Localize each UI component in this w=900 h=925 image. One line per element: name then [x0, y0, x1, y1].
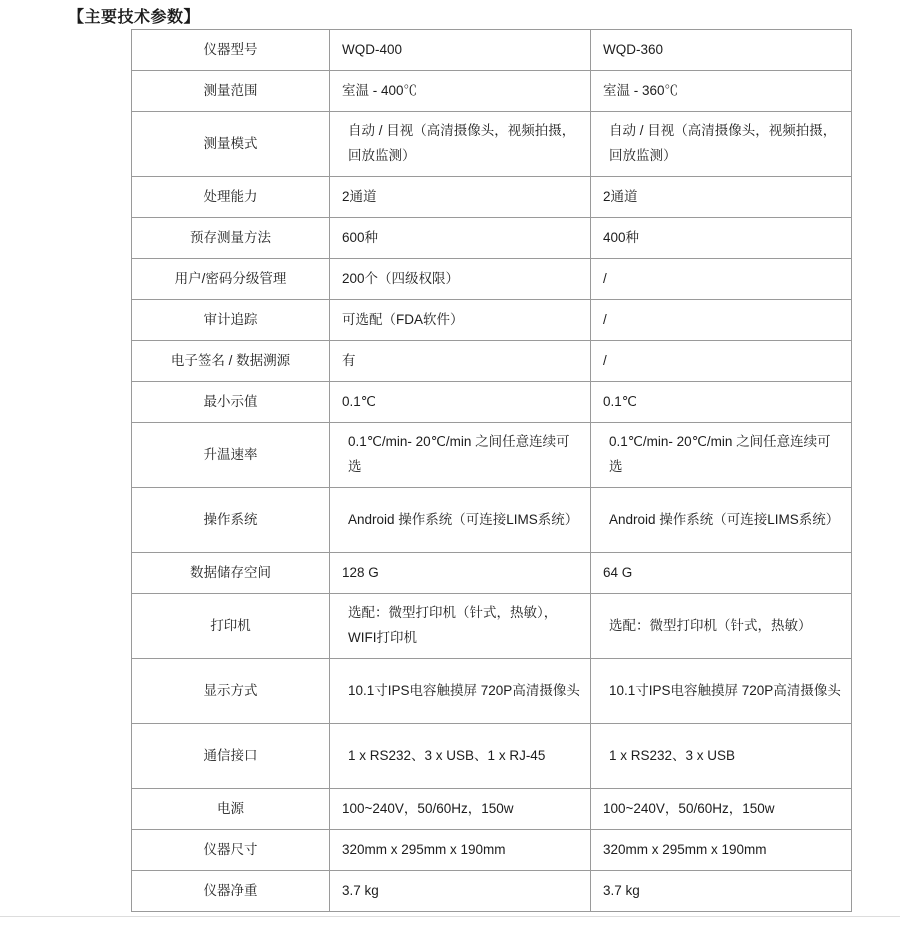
row-value-model-2: 0.1℃	[591, 382, 852, 423]
table-row	[132, 659, 852, 724]
row-value-model-1: 1 x RS232、3 x USB、1 x RJ-45	[330, 724, 591, 789]
row-value-model-1: 选配：微型打印机（针式，热敏），WIFI打印机	[330, 594, 591, 659]
table-row	[132, 871, 852, 912]
row-value-model-1: 可选配（FDA软件）	[330, 300, 591, 341]
row-label: 通信接口	[132, 724, 330, 789]
row-label: 仪器型号	[132, 30, 330, 71]
table-row	[132, 830, 852, 871]
row-value-model-2: 0.1℃/min- 20℃/min 之间任意连续可选	[591, 423, 852, 488]
row-value-model-1: 320mm x 295mm x 190mm	[330, 830, 591, 871]
row-label: 仪器尺寸	[132, 830, 330, 871]
table-row	[132, 259, 852, 300]
table-row	[132, 300, 852, 341]
row-value-model-1: 0.1℃	[330, 382, 591, 423]
row-value-model-2: 100~240V，50/60Hz，150w	[591, 789, 852, 830]
row-value-model-2: 2通道	[591, 177, 852, 218]
row-value-model-1: Android 操作系统（可连接LIMS系统）	[330, 488, 591, 553]
row-label: 操作系统	[132, 488, 330, 553]
row-label: 处理能力	[132, 177, 330, 218]
row-value-model-1: 200个（四级权限）	[330, 259, 591, 300]
row-label: 审计追踪	[132, 300, 330, 341]
row-value-model-2: Android 操作系统（可连接LIMS系统）	[591, 488, 852, 553]
row-label: 测量范围	[132, 71, 330, 112]
table-row	[132, 382, 852, 423]
row-value-model-1: 3.7 kg	[330, 871, 591, 912]
table-row	[132, 218, 852, 259]
row-value-model-1: 2通道	[330, 177, 591, 218]
row-value-model-2: 自动 / 目视（高清摄像头，视频拍摄，回放监测）	[591, 112, 852, 177]
row-value-model-1: 自动 / 目视（高清摄像头，视频拍摄，回放监测）	[330, 112, 591, 177]
footer-band	[0, 917, 900, 925]
row-value-model-2: 选配：微型打印机（针式，热敏）	[591, 594, 852, 659]
row-label: 电源	[132, 789, 330, 830]
table-row	[132, 789, 852, 830]
row-value-model-2: 64 G	[591, 553, 852, 594]
row-value-model-1: 10.1寸IPS电容触摸屏 720P高清摄像头	[330, 659, 591, 724]
table-row	[132, 177, 852, 218]
table-row	[132, 71, 852, 112]
row-value-model-2: 3.7 kg	[591, 871, 852, 912]
row-value-model-2: /	[591, 300, 852, 341]
row-value-model-1: 0.1℃/min- 20℃/min 之间任意连续可选	[330, 423, 591, 488]
row-label: 电子签名 / 数据溯源	[132, 341, 330, 382]
technical-parameters-table	[131, 29, 852, 912]
row-label: 升温速率	[132, 423, 330, 488]
row-label: 打印机	[132, 594, 330, 659]
row-value-model-2: 400种	[591, 218, 852, 259]
row-value-model-2: WQD-360	[591, 30, 852, 71]
row-label: 仪器净重	[132, 871, 330, 912]
row-value-model-1: 128 G	[330, 553, 591, 594]
row-value-model-1: 600种	[330, 218, 591, 259]
table-row	[132, 30, 852, 71]
table-row	[132, 594, 852, 659]
row-value-model-2: 10.1寸IPS电容触摸屏 720P高清摄像头	[591, 659, 852, 724]
row-label: 预存测量方法	[132, 218, 330, 259]
table-row	[132, 423, 852, 488]
row-value-model-1: 有	[330, 341, 591, 382]
table-body	[132, 30, 852, 912]
row-label: 测量模式	[132, 112, 330, 177]
row-value-model-2: 1 x RS232、3 x USB	[591, 724, 852, 789]
row-value-model-2: /	[591, 341, 852, 382]
row-value-model-2: 320mm x 295mm x 190mm	[591, 830, 852, 871]
row-value-model-2: 室温 - 360℃	[591, 71, 852, 112]
row-label: 数据储存空间	[132, 553, 330, 594]
row-label: 用户/密码分级管理	[132, 259, 330, 300]
table-row	[132, 724, 852, 789]
row-value-model-2: /	[591, 259, 852, 300]
row-value-model-1: 室温 - 400℃	[330, 71, 591, 112]
table-row	[132, 488, 852, 553]
table-row	[132, 112, 852, 177]
page-title: 【主要技术参数】	[68, 9, 201, 26]
row-label: 最小示值	[132, 382, 330, 423]
row-label: 显示方式	[132, 659, 330, 724]
row-value-model-1: 100~240V，50/60Hz，150w	[330, 789, 591, 830]
table-row	[132, 341, 852, 382]
table-row	[132, 553, 852, 594]
row-value-model-1: WQD-400	[330, 30, 591, 71]
